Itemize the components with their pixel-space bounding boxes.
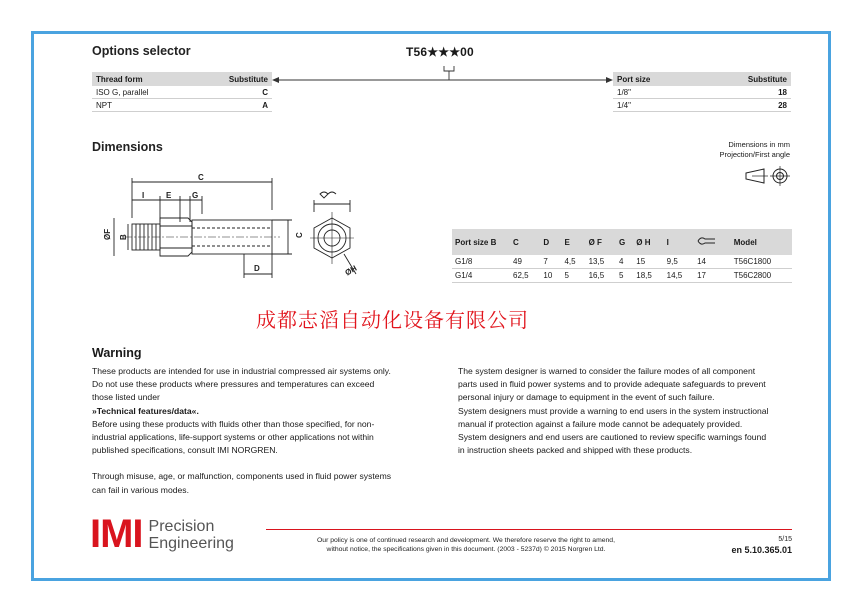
table-cell: 7	[540, 255, 561, 269]
table-cell: 1/4"	[613, 99, 696, 112]
dim-label-d: D	[254, 264, 260, 273]
table-cell: 5	[561, 269, 585, 283]
logo-line-2: Engineering	[148, 534, 234, 552]
dim-label-c2: C	[295, 232, 304, 238]
table-cell: G1/8	[452, 255, 510, 269]
table-cell: A	[193, 99, 272, 112]
warning-technical-link: »Technical features/data«.	[92, 405, 199, 416]
imi-logo	[90, 512, 234, 557]
dimensions-title: Dimensions	[92, 140, 163, 154]
table-cell: 28	[696, 99, 791, 112]
table-cell: 4	[616, 255, 633, 269]
table-cell: 18	[696, 86, 791, 99]
warning-title: Warning	[92, 346, 142, 360]
page-number: 5/15	[778, 536, 792, 543]
table-header: Substitute	[193, 72, 272, 86]
table-cell: 18,5	[633, 269, 663, 283]
table-header: C	[510, 229, 540, 255]
table-header	[694, 229, 731, 255]
table-cell: 4,5	[561, 255, 585, 269]
dim-label-i: I	[142, 191, 145, 200]
dim-label-c: C	[198, 174, 204, 182]
product-code: T56★★★00	[406, 45, 474, 59]
table-header: Substitute	[696, 72, 791, 86]
table-header: Ø F	[586, 229, 616, 255]
warning-paragraph: System designers must provide a warning to end users in the system instructional manual if protection against a failure mode cannot be adequately provided.	[458, 405, 769, 429]
warning-right-column	[458, 365, 770, 457]
table-header: Port size B	[452, 229, 510, 255]
table-cell: 14	[694, 255, 731, 269]
warning-paragraph: These products are intended for use in industrial compressed air systems only. Do not use these products where pressures and temperatures can exceed those listed under	[92, 366, 391, 403]
wrench-icon	[697, 236, 717, 246]
table-cell: 16,5	[586, 269, 616, 283]
projection-note: Projection/First angle	[719, 150, 790, 159]
table-header: E	[561, 229, 585, 255]
table-cell: 9,5	[664, 255, 694, 269]
warning-paragraph: The system designer is warned to consider the failure modes of all component parts used in fluid power systems and to provide adequate safeguards to prevent personal injury or damage to equipment in the event of such failure.	[458, 366, 766, 403]
table-cell: G1/4	[452, 269, 510, 283]
logo-mark: IMI	[90, 512, 143, 556]
table-header: D	[540, 229, 561, 255]
table-cell: 1/8"	[613, 86, 696, 99]
table-cell: 62,5	[510, 269, 540, 283]
logo-line-1: Precision	[148, 517, 215, 535]
footer-policy	[266, 536, 666, 554]
warning-left-column	[92, 365, 392, 497]
table-cell: 5	[616, 269, 633, 283]
options-title: Options selector	[92, 44, 191, 58]
table-header: Model	[731, 229, 792, 255]
dim-label-of: ØF	[103, 228, 112, 240]
dimensions-table	[452, 229, 792, 283]
footer-rule	[266, 529, 792, 530]
table-cell: ISO G, parallel	[92, 86, 193, 99]
dim-label-g: G	[192, 191, 199, 200]
table-header: Ø H	[633, 229, 663, 255]
table-header: Port size	[613, 72, 696, 86]
table-header: Thread form	[92, 72, 193, 86]
dimensions-note	[654, 140, 790, 160]
port-size-table	[613, 72, 791, 112]
table-cell: 13,5	[586, 255, 616, 269]
fitting-drawing	[84, 174, 374, 289]
table-cell: T56C2800	[731, 269, 792, 283]
option-arrows	[270, 60, 614, 86]
policy-line: without notice, the specifications given in this document. (2003 - 5237d) © 2015 Norgren Ltd.	[326, 546, 606, 553]
company-name: 成都志滔自动化设备有限公司	[256, 308, 529, 332]
thread-form-table	[92, 72, 272, 112]
table-cell: 15	[633, 255, 663, 269]
table-cell: 17	[694, 269, 731, 283]
warning-paragraph: System designers and end users are cautioned to review specific warnings found in instruction sheets packed and shipped with these products.	[458, 432, 767, 456]
table-cell: T56C1800	[731, 255, 792, 269]
table-cell: 10	[540, 269, 561, 283]
table-header: G	[616, 229, 633, 255]
dim-label-oh: ØH	[343, 263, 359, 278]
table-cell: 14,5	[664, 269, 694, 283]
page-frame	[31, 31, 831, 581]
warning-paragraph: Through misuse, age, or malfunction, components used in fluid power systems can fail in various modes.	[92, 471, 392, 495]
dimensions-unit-note: Dimensions in mm	[728, 140, 790, 149]
dim-label-e: E	[166, 191, 172, 200]
warning-paragraph: Before using these products with fluids other than those specified, for non-industrial applications, life-support systems or other applications not within published specifications, consult IMI NORGREN.	[92, 418, 375, 456]
table-cell: NPT	[92, 99, 193, 112]
table-cell: 49	[510, 255, 540, 269]
table-cell: C	[193, 86, 272, 99]
table-header: I	[664, 229, 694, 255]
policy-line: Our policy is one of continued research and development. We therefore reserve the right to amend,	[317, 537, 615, 544]
dim-label-b: B	[119, 234, 128, 240]
document-id: en 5.10.365.01	[731, 545, 792, 555]
first-angle-projection-icon	[744, 166, 792, 188]
